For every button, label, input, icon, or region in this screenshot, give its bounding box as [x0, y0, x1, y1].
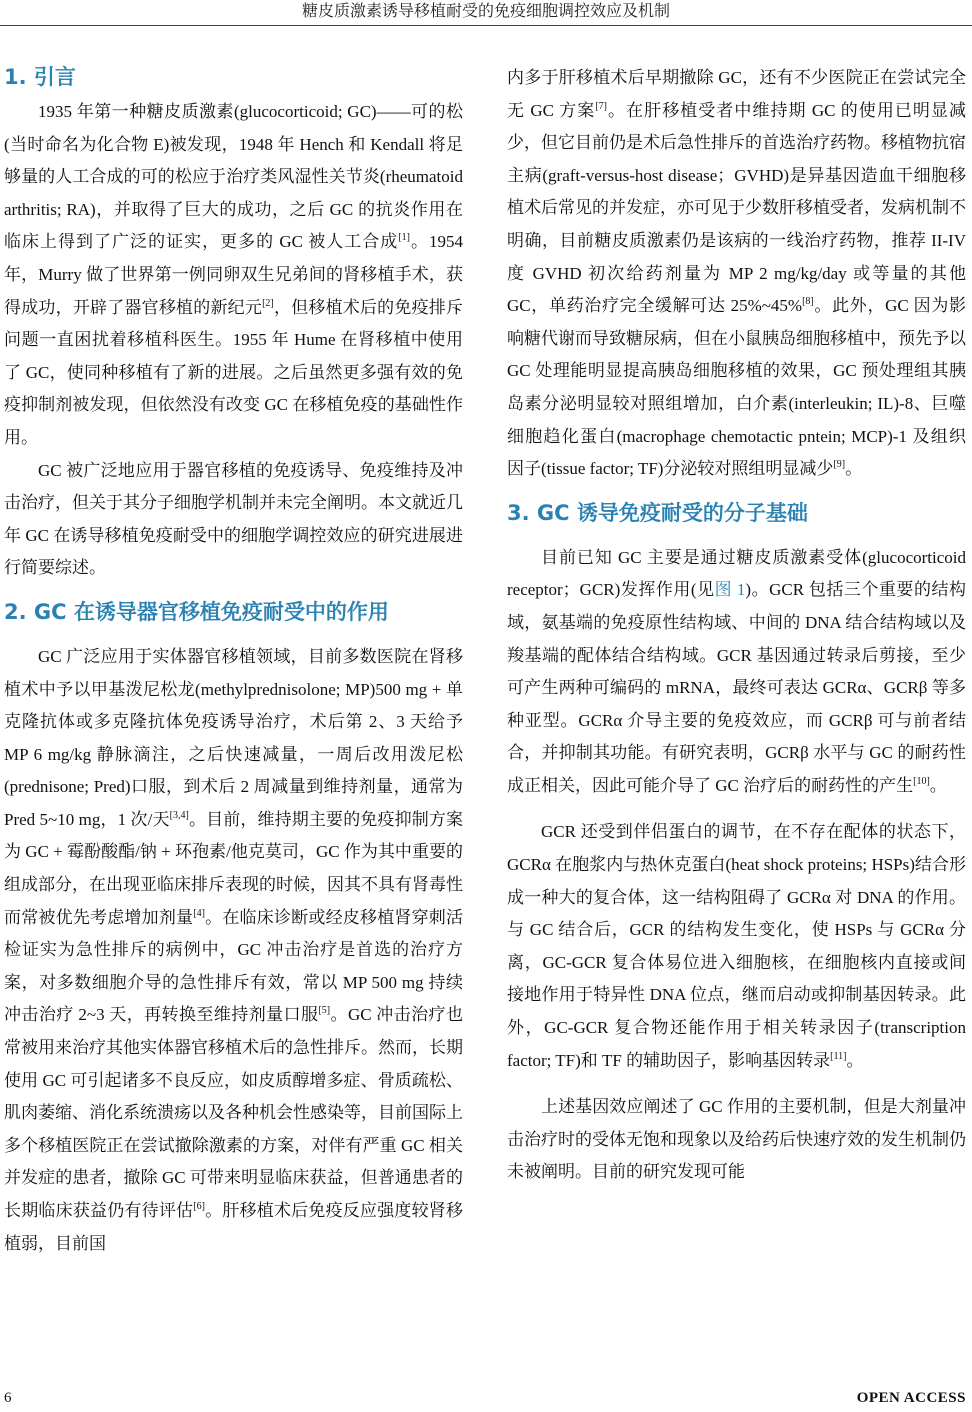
section-heading-introduction: 1. 引言	[4, 65, 76, 89]
figure-1-link[interactable]: 图 1	[714, 580, 746, 600]
citation-5[interactable]: [5]	[318, 1005, 331, 1017]
text-run: 。此外，GC 因为影响糖代谢而导致糖尿病，但在小鼠胰岛细胞移植中，预先予以 GC 处理能明显提高胰岛细胞移植的效果，GC 预处理组其胰岛素分泌明显较对照组增加，白介素(interleukin; IL)-8、巨噬细胞趋化蛋白(macrophage chemotactic pntein; MCP)-1 及组织因子(tissue factor; TF)分泌较对照组明显减少	[507, 296, 966, 479]
citation-1[interactable]: [1]	[398, 232, 410, 244]
section2-paragraph-1-continued	[507, 62, 966, 486]
citation-8[interactable]: [8]	[802, 296, 814, 308]
text-run: 。在肝移植受者中维持期 GC 的使用已明显减少，但它目前仍是术后急性排斥的首选治疗药物。移植物抗宿主病(graft-versus-host disease；GVHD)是异基因造血干细胞移植术后常见的并发症，亦可见于少数肝移植受者，发病机制不明确，目前糖皮质激素仍是该病的一线治疗药物，推荐 II-IV 度 GVHD 初次给药剂量为 MP 2 mg/kg/day 或等量的其他 GC，单药治疗完全缓解可达 25%~45%	[507, 100, 966, 316]
section3-paragraph-1	[507, 542, 966, 803]
text-run: 。在临床诊断或经皮移植肾穿刺活检证实为急性排斥的病例中，GC 冲击治疗是首选的治疗方案，对多数细胞介导的急性排斥有效，常以 MP 500 mg 持续冲击治疗 2~3 天，再转换至维持剂量口服	[4, 907, 464, 1025]
citation-3-4[interactable]: [3,4]	[169, 809, 189, 821]
citation-10[interactable]: [10]	[913, 775, 930, 787]
section3-paragraph-3: 上述基因效应阐述了 GC 作用的主要机制，但是大剂量冲击治疗时的受体无饱和现象以及给药后快速疗效的发生机制仍未被阐明。目前的研究发现可能	[507, 1097, 966, 1182]
citation-6[interactable]: [6]	[193, 1201, 205, 1212]
text-run: 。1954 年，Murry 做了世界第一例同卵双生兄弟间的肾移植手术，获得成功，开辟了器官移植的新纪元	[4, 232, 464, 317]
text-run: GC 广泛应用于实体器官移植领域，目前多数医院在肾移植术中予以甲基泼尼松龙(methylprednisolone; MP)500 mg + 单克隆抗体或多克隆抗体免疫诱导治疗，术后第 2、3 天给予 MP 6 mg/kg 静脉滴注，之后快速减量，一周后改用泼尼松(prednisone; Pred)口服，到术后 2 周减量到维持剂量，通常为 Pred 5~10 mg，1 次/天	[4, 646, 463, 829]
right-column	[507, 62, 966, 1189]
text-run: 内多于肝移植术后早期撤除 GC，还有不少医院正在尝试完全无 GC 方案	[507, 68, 966, 120]
citation-4[interactable]: [4]	[193, 907, 205, 919]
text-run: ，但移植术后的免疫排斥问题一直困扰着移植科医生。1955 年 Hume 在肾移植中使用了 GC，使同种移植有了新的进展。之后虽然更多强有效的免疫抑制剂被发现，但依然没有改变 GC 在移植免疫的基础性作用。	[4, 297, 464, 447]
running-header	[0, 1, 972, 26]
text-run: 。目前，维持期主要的免疫抑制方案为 GC + 霉酚酸酯/钠 + 环孢素/他克莫司，GC 作为其中重要的组成部分，在出现亚临床排斥表现的时候，因其不具有肾毒性而常被优先考虑增加剂量	[4, 809, 464, 927]
text-run: GCR 还受到伴侣蛋白的调节，在不存在配体的状态下，GCRα 在胞浆内与热休克蛋白(heat shock proteins; HSPs)结合形成一种大的复合体，这一结构阻碍了 GCRα 对 DNA 的作用。与 GC 结合后，GCR 的结构发生变化，使 HSPs 与 GCRα 分离，GC-GCR 复合体易位进入细胞核，在细胞核内直接或间接地作用于特异性 DNA 位点，继而启动或抑制基因转录。此外，GC-GCR 复合物还能作用于相关转录因子(transcription factor; TF)和 TF 的辅助因子，影响基因转录	[507, 822, 966, 1070]
section3-paragraph-2	[507, 816, 966, 1077]
page-number: 6	[4, 1390, 12, 1406]
citation-9[interactable]: [9]	[833, 459, 846, 471]
left-column	[4, 62, 463, 1260]
intro-paragraph-2: GC 被广泛地应用于器官移植的免疫诱导、免疫维持及冲击治疗，但关于其分子细胞学机制并未完全阐明。本文就近几年 GC 在诱导移植免疫耐受中的细胞学调控效应的研究进展进行简要综述。	[4, 460, 463, 578]
text-run: 。	[846, 1050, 864, 1070]
section-heading-gc-transplant: 2. GC 在诱导器官移植免疫耐受中的作用	[4, 599, 389, 624]
citation-7[interactable]: [7]	[595, 100, 608, 112]
text-run: 目前已知 GC 主要是通过糖皮质激素受体(glucocorticoid receptor；GCR)发挥作用(见	[507, 547, 966, 600]
section2-paragraph-1	[4, 641, 463, 1260]
citation-11[interactable]: [11]	[830, 1050, 847, 1062]
intro-paragraph-1	[4, 96, 463, 455]
running-title: 糖皮质激素诱导移植耐受的免疫细胞调控效应及机制	[301, 3, 670, 20]
text-run: 。GC 冲击治疗也常被用来治疗其他实体器官移植术后的急性排斥。然而，长期使用 GC 可引起诸多不良反应，如皮质醇增多症、骨质疏松、肌肉萎缩、消化系统溃疡以及各种机会性感染等，目前国际上多个移植医院正在尝试撤除激素的方案，对伴有严重 GC 相关并发症的患者，撤除 GC 可带来明显临床获益，但普通患者的长期临床获益仍有待评估	[4, 1005, 463, 1220]
citation-2[interactable]: [2]	[262, 297, 274, 309]
text-run: )。GCR 包括三个重要的结构域，氨基端的免疫原性结构域、中间的 DNA 结合结构域以及羧基端的配体结合结构域。GCR 基因通过转录后剪接，至少可产生两种可编码的 mRNA，最终可表达 GCRα、GCRβ 等多种亚型。GCRα 介导主要的免疫效应，而 GCRβ 可与前者结合，并抑制其功能。有研究表明，GCRβ 水平与 GC 的耐药性成正相关，因此可能介导了 GC 治疗后的耐药性的产生	[507, 580, 966, 795]
section-heading-molecular-basis: 3. GC 诱导免疫耐受的分子基础	[507, 500, 808, 525]
open-access-label: OPEN ACCESS	[856, 1390, 966, 1406]
section2-text-split-start: 。肝移植术后免疫反应强度较肾移植弱，目前国	[4, 1201, 464, 1253]
page-footer	[0, 1382, 972, 1412]
text-run: 。	[845, 459, 863, 479]
text-run: 1935 年第一种糖皮质激素(glucocorticoid; GC)——可的松(当时命名为化合物 E)被发现，1948 年 Hench 和 Kendall 将足够量的人工合成的可的松应于治疗类风湿性关节炎(rheumatoid arthritis; RA)，并取得了巨大的成功，之后 GC 的抗炎作用在临床上得到了广泛的证实，更多的 GC 被人工合成	[4, 102, 463, 252]
text-run: 。	[929, 775, 947, 795]
